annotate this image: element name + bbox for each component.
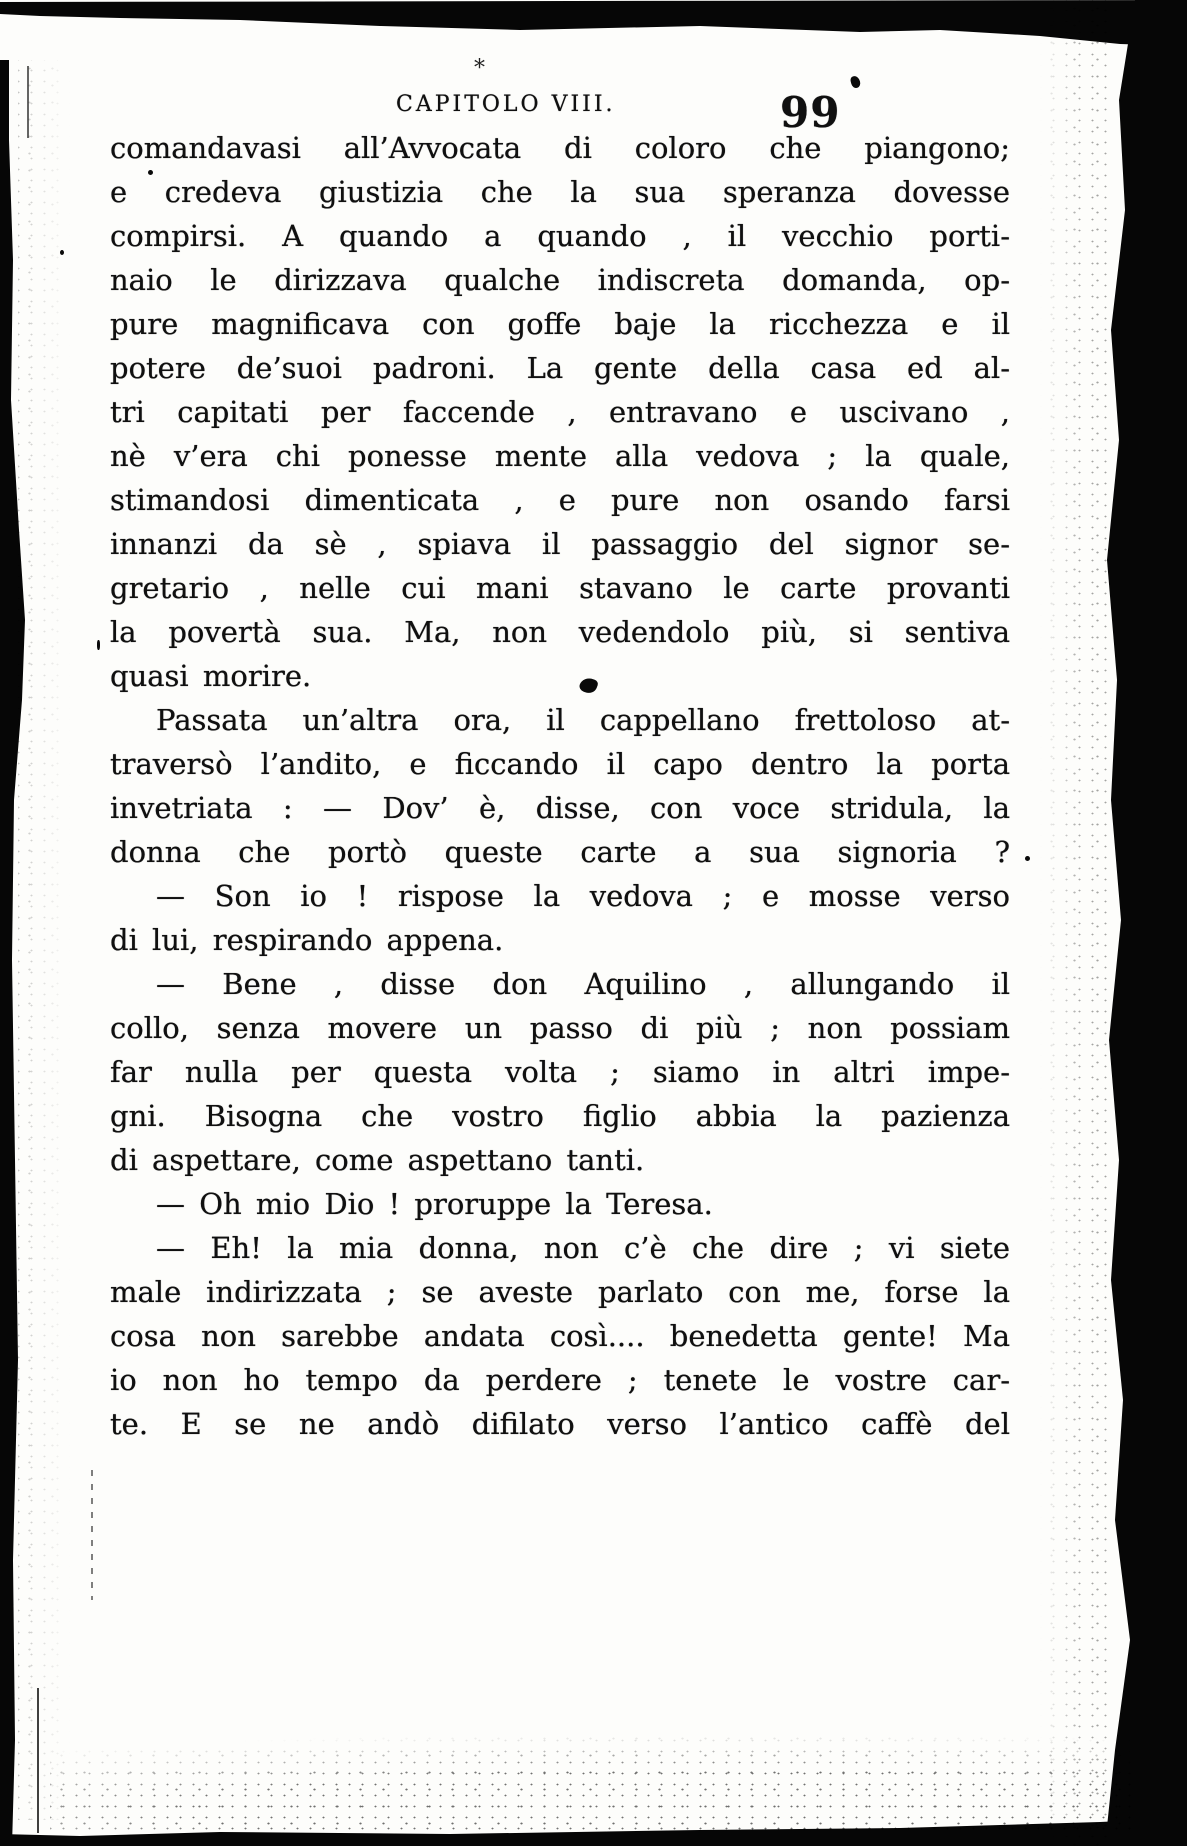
ink-speck [148,170,153,175]
text-line: di aspettare, come aspettano tanti. [110,1143,645,1177]
text-line: quasi morire. [110,659,312,693]
text-line: di lui, respirando appena. [110,923,504,957]
scan-noise-bottom [50,1730,1140,1830]
text-line: gretario , nelle cui mani stavano le carte provanti [110,571,1010,605]
text-line: gni. Bisogna che vostro figlio abbia la pazienza [110,1099,1010,1133]
text-line: — Eh! la mia donna, non c’è che dire ; vi siete [156,1231,1010,1265]
text-line: potere de’suoi padroni. La gente della casa ed al- [110,351,1010,385]
text-line: pure magnificava con goffe baje la ricchezza e il [110,307,1010,341]
page-number: 99 [780,88,841,137]
text-line: Passata un’altra ora, il cappellano frettoloso at- [156,703,1010,737]
scan-noise-right [1040,0,1110,1846]
text-line: cosa non sarebbe andata così.... benedetta gente! Ma [110,1319,1010,1353]
chapter-heading: CAPITOLO VIII. [396,92,616,117]
scan-dash-artifact [91,1470,93,1600]
ink-speck [97,640,100,650]
text-line: nè v’era chi ponesse mente alla vedova ; la quale, [110,439,1010,473]
text-line: collo, senza movere un passo di più ; non possiam [110,1011,1010,1045]
text-line: naio le dirizzava qualche indiscreta domanda, op- [110,263,1010,297]
text-line: la povertà sua. Ma, non vedendolo più, si sentiva [110,615,1010,649]
scan-edge-top [0,0,1187,46]
ink-speck [60,250,64,255]
text-line: te. E se ne andò difilato verso l’antico caffè del [110,1407,1010,1441]
ink-speck [850,75,862,89]
text-line: male indirizzata ; se aveste parlato con me, forse la [110,1275,1010,1309]
text-line: comandavasi all’Avvocata di coloro che piangono; [110,131,1010,165]
text-line: — Bene , disse don Aquilino , allungando il [156,967,1010,1001]
text-line: stimandosi dimenticata , e pure non osando farsi [110,483,1010,517]
ink-mark-glyph: * [474,56,485,81]
text-line: traversò l’andito, e ficcando il capo dentro la porta [110,747,1010,781]
text-line: tri capitati per faccende , entravano e uscivano , [110,395,1010,429]
text-line: — Oh mio Dio ! proruppe la Teresa. [156,1187,713,1221]
scan-noise-left [18,60,80,1820]
text-line: e credeva giustizia che la sua speranza dovesse [110,175,1010,209]
text-line: donna che portò queste carte a sua signoria ? [110,835,1010,869]
text-line: compirsi. A quando a quando , il vecchio porti- [110,219,1010,253]
text-line: innanzi da sè , spiava il passaggio del signor se- [110,527,1010,561]
text-block [110,126,1010,1446]
text-line: io non ho tempo da perdere ; tenete le vostre car- [110,1363,1010,1397]
text-line: — Son io ! rispose la vedova ; e mosse verso [156,879,1010,913]
ink-speck [1025,856,1030,861]
text-line: far nulla per questa volta ; siamo in altri impe- [110,1055,1010,1089]
text-line: invetriata : — Dov’ è, disse, con voce stridula, la [110,791,1010,825]
